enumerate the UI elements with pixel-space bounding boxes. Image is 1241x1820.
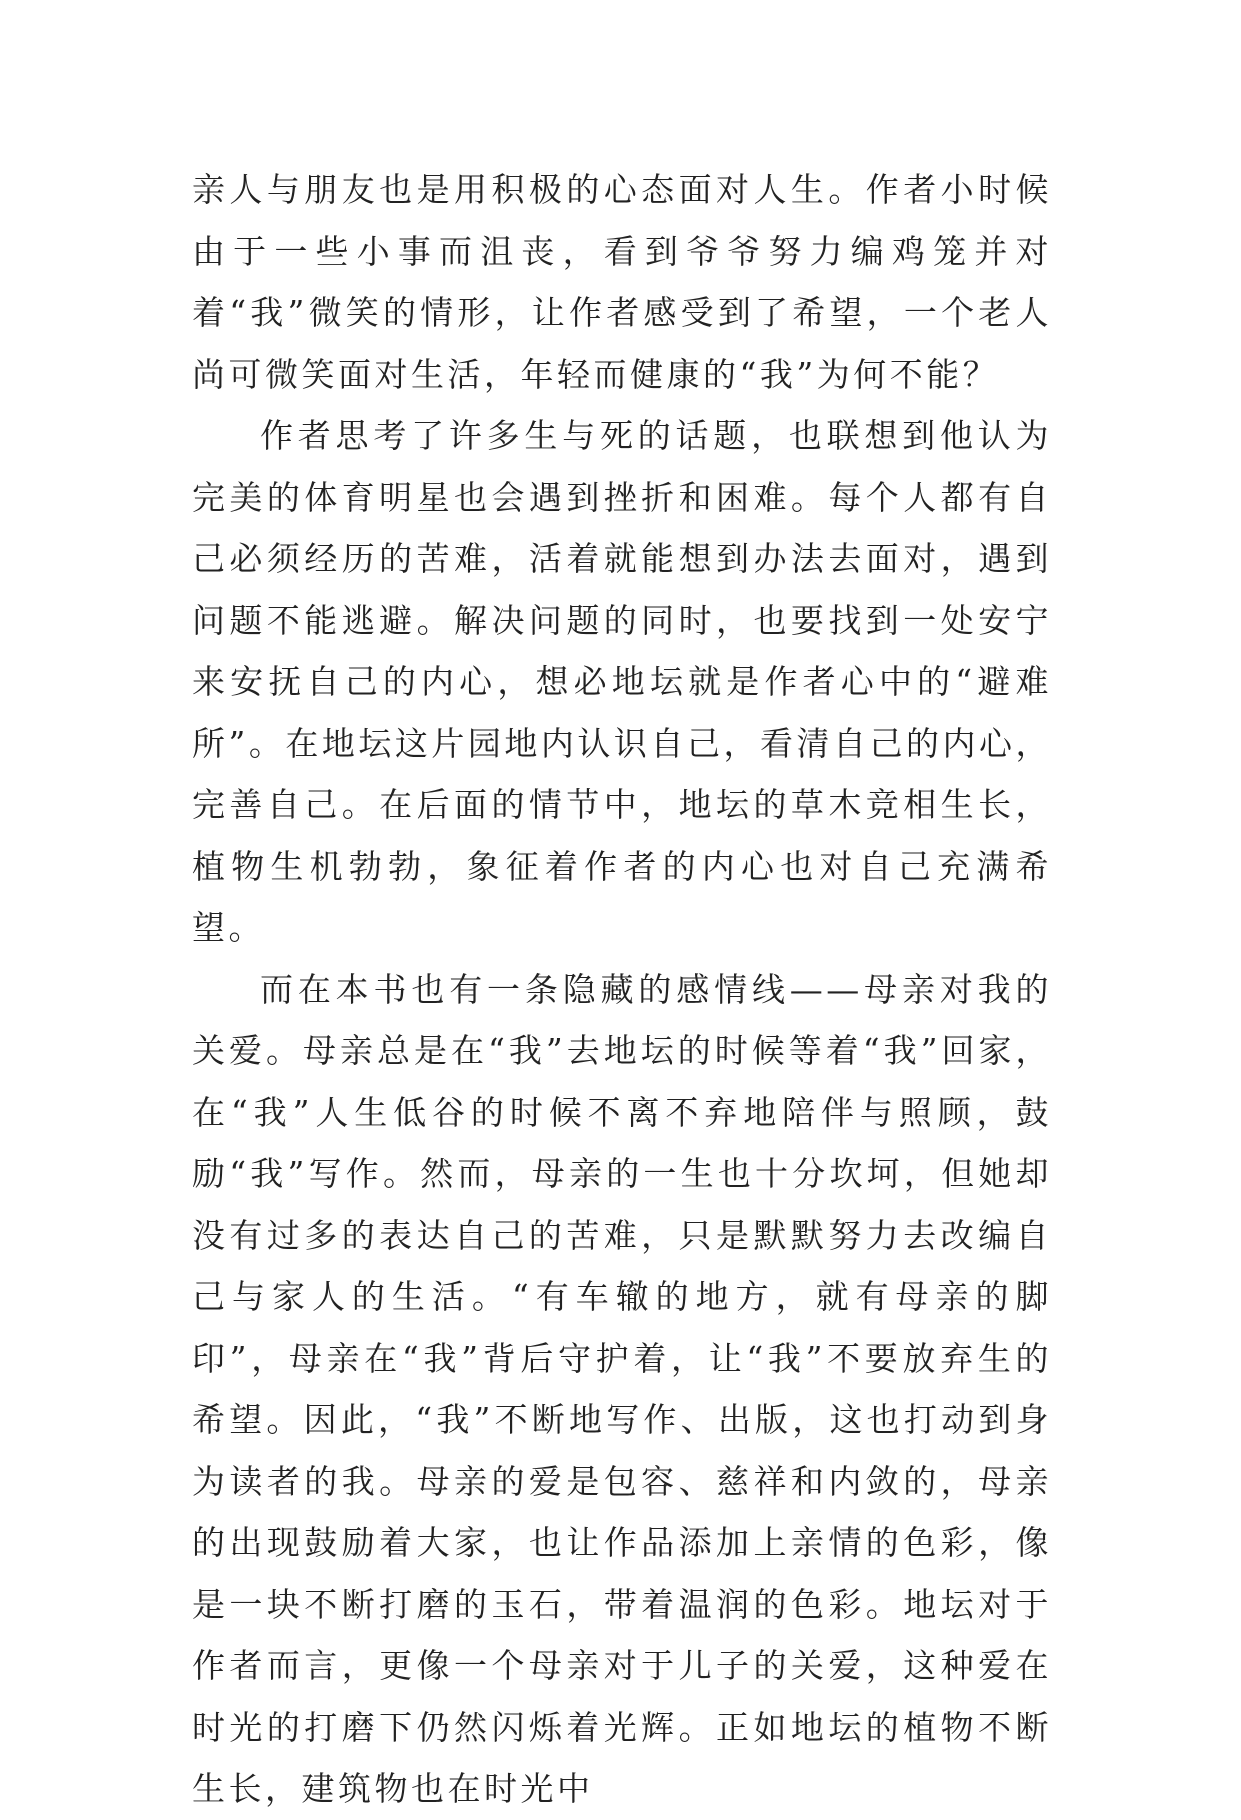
paragraph-2: 作者思考了许多生与死的话题，也联想到他认为完美的体育明星也会遇到挫折和困难。每个人都有自己必须经历的苦难，活着就能想到办法去面对，遇到问题不能逃避。解决问题的同时，也要找到一处安宁来安抚自己的内心，想必地坛就是作者心中的“避难所”。在地坛这片园地内认识自己，看清自己的内心，完善自己。在后面的情节中，地坛的草木竞相生长，植物生机勃勃，象征着作者的内心也对自己充满希望。: [192, 416, 1052, 947]
paragraph-1: 亲人与朋友也是用积极的心态面对人生。作者小时候由于一些小事而沮丧，看到爷爷努力编鸡笼并对着“我”微笑的情形，让作者感受到了希望，一个老人尚可微笑面对生活，年轻而健康的“我”为何不能？: [192, 170, 1052, 394]
body-text: [192, 159, 1052, 1820]
paragraph-3: 而在本书也有一条隐藏的感情线——母亲对我的关爱。母亲总是在“我”去地坛的时候等着“我”回家，在“我”人生低谷的时候不离不弃地陪伴与照顾，鼓励“我”写作。然而，母亲的一生也十分坎坷，但她却没有过多的表达自己的苦难，只是默默努力去改编自己与家人的生活。“有车辙的地方，就有母亲的脚印”，母亲在“我”背后守护着，让“我”不要放弃生的希望。因此，“我”不断地写作、出版，这也打动到身为读者的我。母亲的爱是包容、慈祥和内敛的，母亲的出现鼓励着大家，也让作品添加上亲情的色彩，像是一块不断打磨的玉石，带着温润的色彩。地坛对于作者而言，更像一个母亲对于儿子的关爱，这种爱在时光的打磨下仍然闪烁着光辉。正如地坛的植物不断生长，建筑物也在时光中: [192, 969, 1052, 1808]
